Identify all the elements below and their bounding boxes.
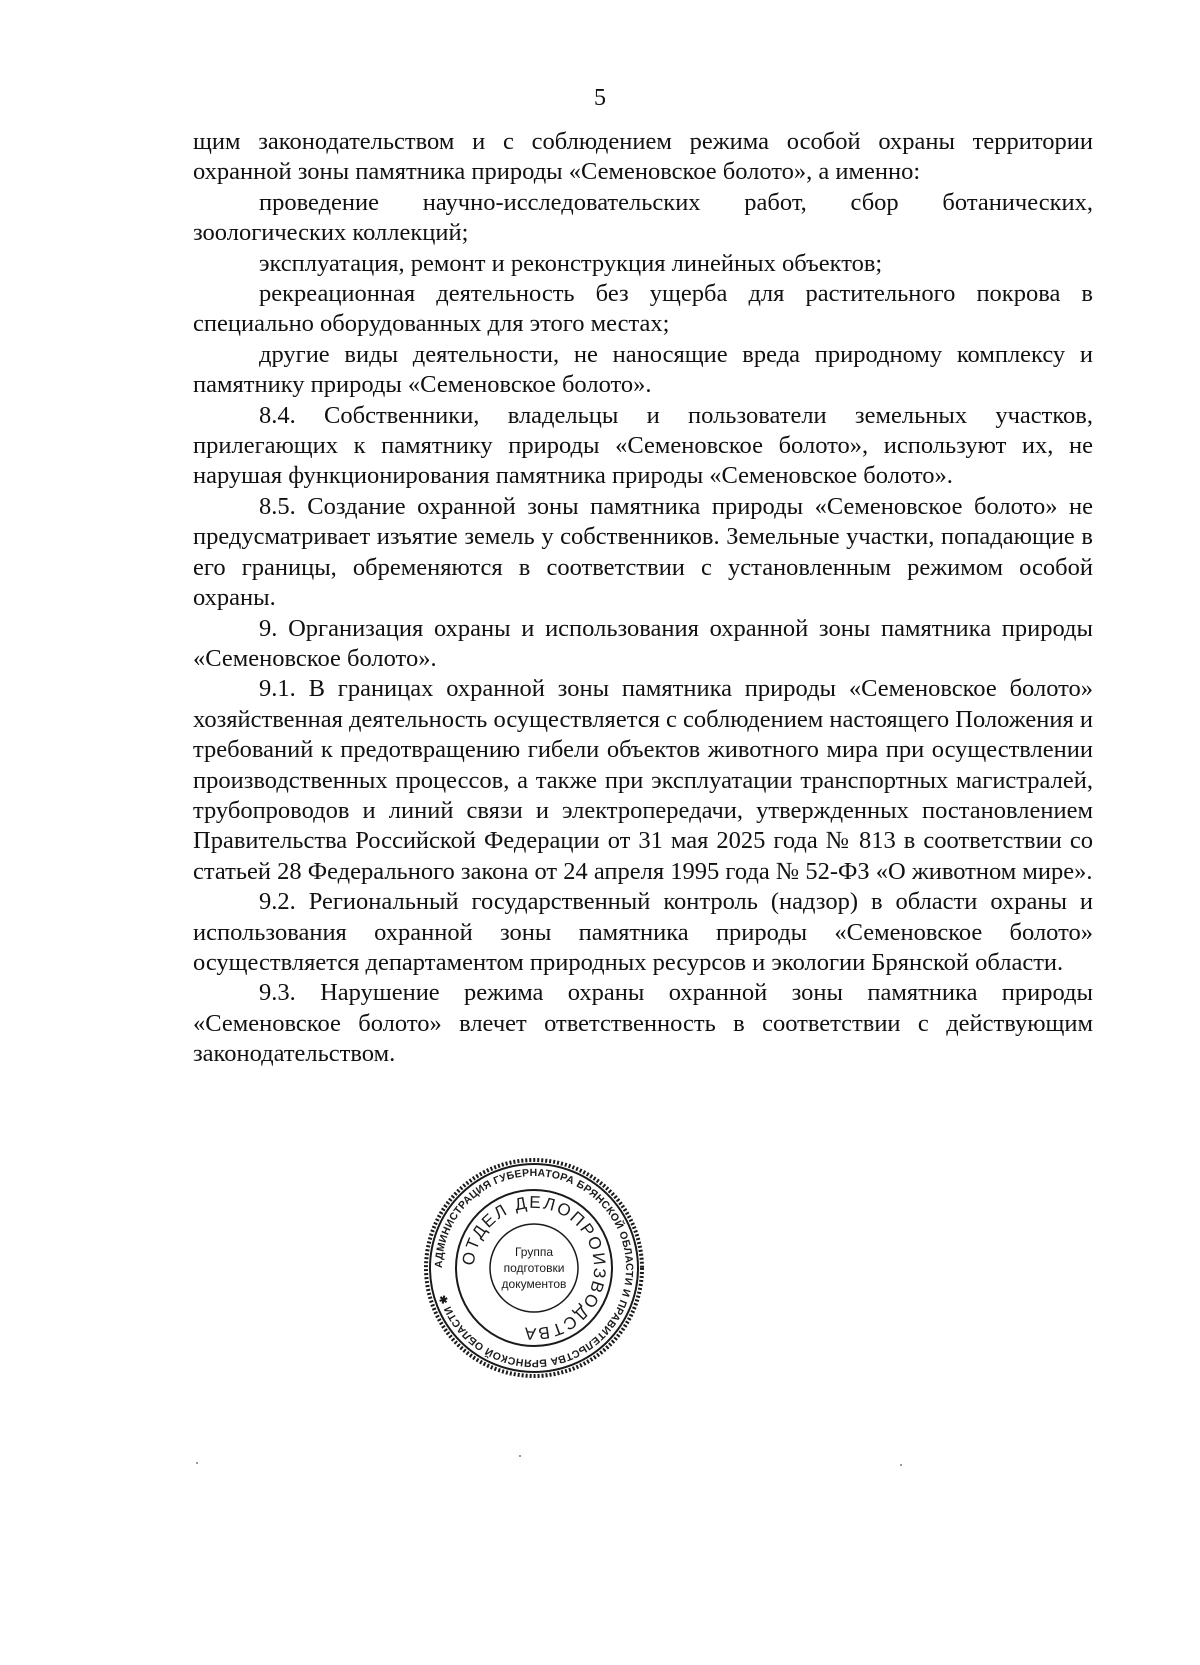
stamp-center-line-3: документов xyxy=(501,1277,567,1291)
stamp-center-line-1: Группа xyxy=(514,1245,554,1259)
stamp-center-line-2: подготовки xyxy=(503,1261,565,1275)
page-number: 5 xyxy=(594,85,606,111)
paragraph-recreation: рекреационная деятельность без ущерба для растительного покрова в специально оборудованных для этого местах; xyxy=(193,280,1093,338)
scan-speck xyxy=(900,1464,902,1466)
paragraph-9-3: 9.3. Нарушение режима охраны охранной зоны памятника природы «Семеновское болото» влечет ответственность в соответствии с действующим законодательством. xyxy=(193,979,1093,1068)
paragraph-9-1: 9.1. В границах охранной зоны памятника природы «Семеновское болото» хозяйственная деятельность осуществляется с соблюдением настоящего Положения и требований к предотвращению гибели объектов животного мира при осуществлении производственных процессов, а также при эксплуатации транспортных магистралей, трубопроводов и линий связи и электропередачи, утвержденных постановлением Правительства Российской Федерации от 31 мая 2025 года № 813 в соответствии со статьей 28 Федерального закона от 24 апреля 1995 года № 52-ФЗ «О животном мире». xyxy=(193,675,1093,885)
paragraph-8-5: 8.5. Создание охранной зоны памятника природы «Семеновское болото» не предусматривает изъятие земель у собственников. Земельные участки, попадающие в его границы, обременяются в соответствии с установленным режимом особой охраны. xyxy=(193,492,1093,612)
scan-speck xyxy=(519,1455,521,1457)
stamp-seal-graphic xyxy=(422,1156,646,1380)
paragraph-research: проведение научно-исследовательских работ, сбор ботанических, зоологических коллекций; xyxy=(193,188,1093,247)
paragraph-linear-objects: эксплуатация, ремонт и реконструкция линейных объектов; xyxy=(259,249,883,277)
paragraph-continuation: щим законодательством и с соблюдением режима особой охраны территории охранной зоны памятника природы «Семеновское болото», а именно: xyxy=(193,128,1093,186)
paragraph-9: 9. Организация охраны и использования охранной зоны памятника природы «Семеновское болото». xyxy=(193,614,1093,672)
paragraph-8-4: 8.4. Собственники, владельцы и пользователи земельных участков, прилегающих к памятнику природы «Семеновское болото», используют их, не нарушая функционирования памятника природы «Семеновское болото». xyxy=(193,401,1093,490)
stamp-outer-inscription: АДМИНИСТРАЦИЯ ГУБЕРНАТОРА БРЯНСКОЙ ОБЛАСТИ И ПРАВИТЕЛЬСТВА БРЯНСКОЙ ОБЛАСТИ ✱ xyxy=(432,1166,636,1370)
paragraph-9-2: 9.2. Региональный государственный контроль (надзор) в области охраны и использования охранной зоны памятника природы «Семеновское болото» осуществляется департаментом природных ресурсов и экологии Брянской области. xyxy=(193,888,1093,976)
paragraph-other-activities: другие виды деятельности, не наносящие вреда природному комплексу и памятнику природы «Семеновское болото». xyxy=(193,340,1093,399)
stamp-middle-inscription: ОТДЕЛ ДЕЛОПРОИЗВОДСТВА xyxy=(458,1192,610,1344)
body-text xyxy=(193,127,1093,1070)
scan-speck xyxy=(196,1462,198,1464)
official-stamp xyxy=(422,1156,646,1380)
